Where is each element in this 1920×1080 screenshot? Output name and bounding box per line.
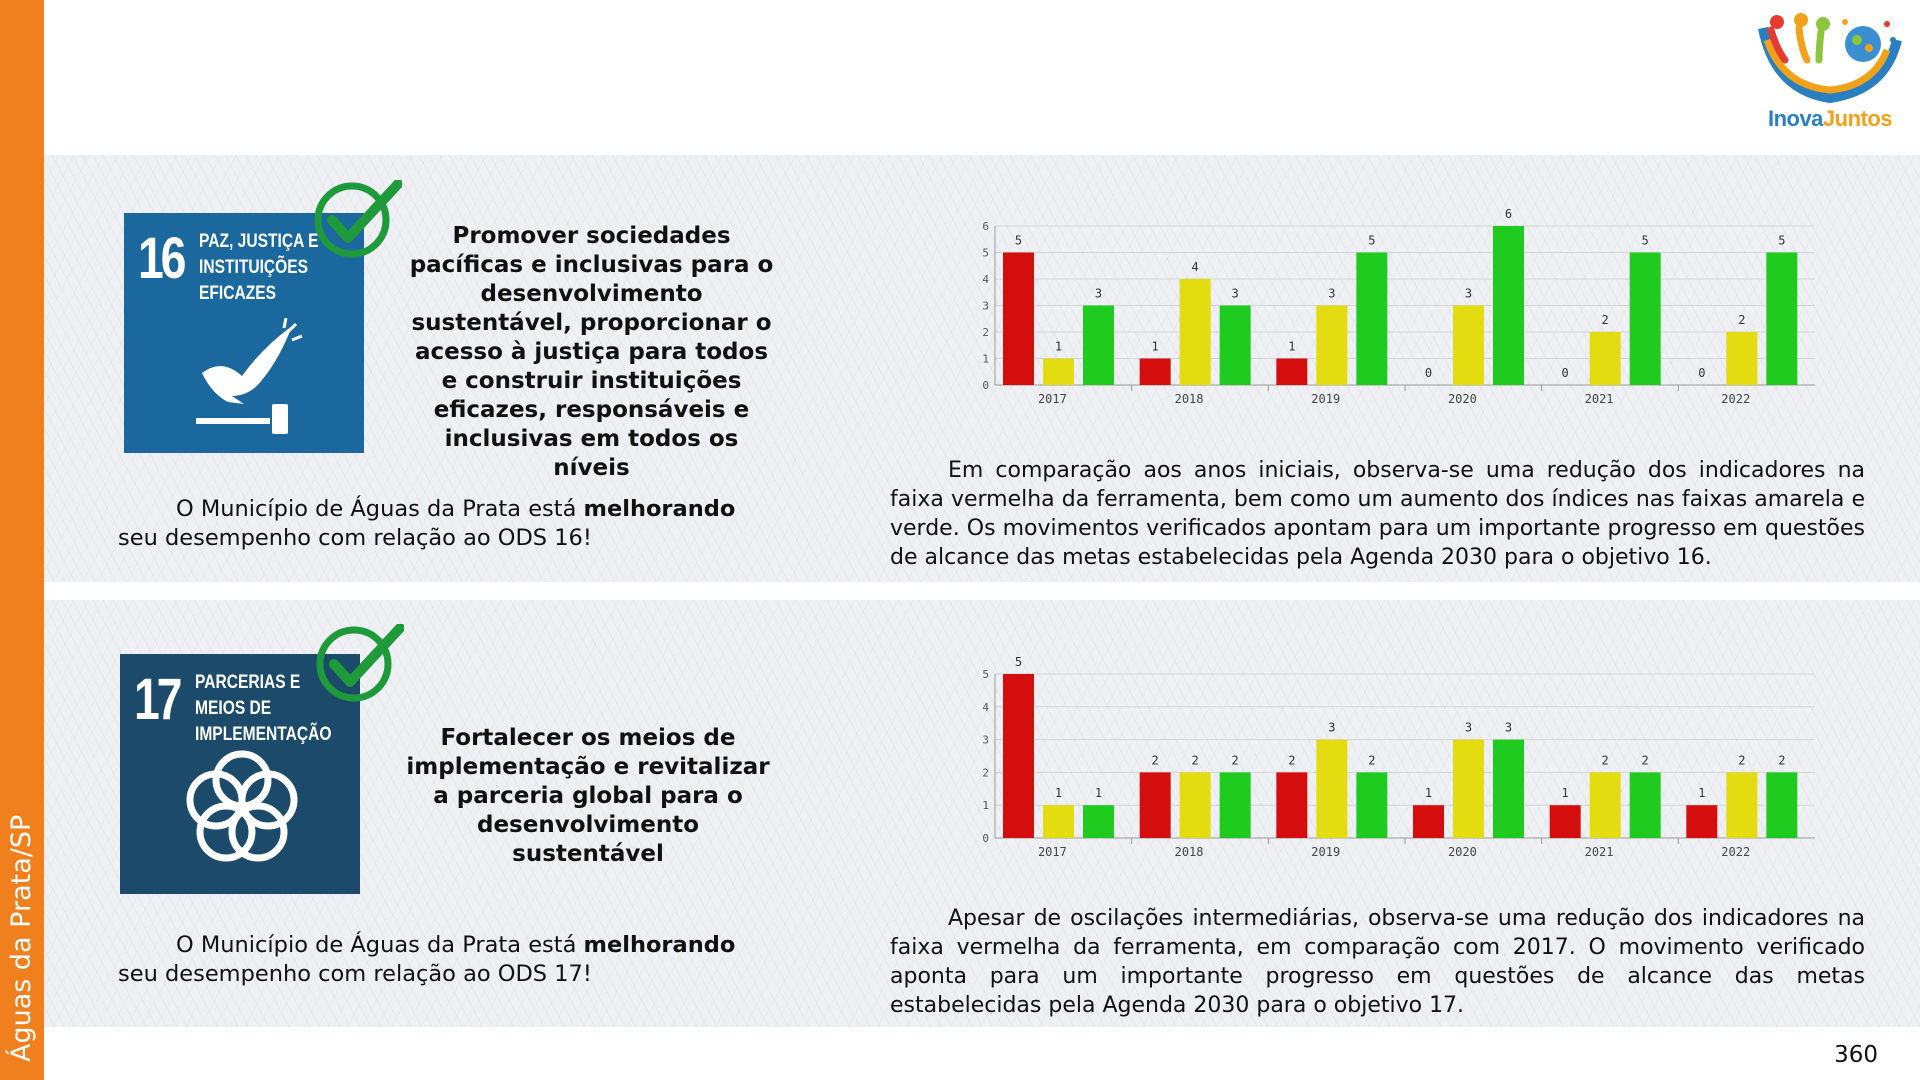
bar: [1180, 772, 1211, 838]
y-tick-label: 1: [982, 799, 989, 813]
x-tick-label: 2021: [1584, 392, 1614, 406]
x-tick-label: 2022: [1721, 392, 1751, 406]
bar: [1003, 674, 1034, 838]
data-label: 2: [1641, 753, 1649, 768]
data-label: 4: [1191, 260, 1199, 274]
data-label: 3: [1094, 286, 1103, 301]
data-label: 1: [1561, 786, 1569, 801]
bar: [1140, 772, 1171, 838]
y-tick-label: 4: [982, 273, 989, 286]
ods16-description: Em comparação aos anos iniciais, observa-se uma redução dos indicadores na faixa vermelha da ferramenta, bem como um aumento dos índices nas faixas amarela e verde. Os movimentos verificados apontam para um importante progresso em questões de alcance das metas estabelecidas pela Agenda 2030 para o objetivo 16.: [890, 458, 1865, 570]
check-mark-icon: [314, 624, 404, 704]
bar: [1220, 772, 1251, 838]
page-number: 360: [1834, 1042, 1878, 1068]
x-tick-label: 2017: [1037, 392, 1067, 406]
y-tick-label: 1: [982, 352, 989, 366]
bar: [1003, 253, 1034, 386]
bar: [1453, 306, 1484, 386]
data-label: 2: [1738, 313, 1746, 327]
x-tick-label: 2018: [1174, 845, 1204, 859]
bar: [1630, 772, 1661, 838]
data-label: 2: [1601, 753, 1609, 768]
data-label: 1: [1288, 339, 1296, 354]
data-label: 2: [1778, 753, 1786, 768]
logo-text: InovaJuntos: [1767, 106, 1893, 131]
data-label: 5: [1014, 655, 1023, 669]
bar: [1083, 306, 1114, 386]
ods17-goal-title: Fortalecer os meios de implementação e revitalizar a parceria global para o desenvolvimento sustentável: [406, 725, 770, 867]
ods17-status-text: O Município de Águas da Prata está melhorando seu desempenho com relação ao ODS 17!: [118, 932, 736, 987]
sidebar-label: Águas da Prata/SP: [6, 814, 37, 1062]
x-tick-label: 2020: [1447, 392, 1477, 406]
data-label: 3: [1504, 720, 1513, 735]
bar: [1630, 253, 1661, 386]
data-label: 1: [1424, 786, 1433, 801]
data-label: 2: [1288, 753, 1296, 768]
bar: [1726, 772, 1757, 838]
bar: [1316, 306, 1347, 386]
x-tick-label: 2019: [1311, 392, 1341, 406]
x-tick-label: 2017: [1037, 845, 1067, 859]
bar: [1356, 253, 1387, 386]
data-label: 5: [1368, 233, 1376, 248]
x-tick-label: 2021: [1584, 845, 1614, 859]
bar: [1043, 359, 1074, 386]
logo-icon: [1755, 10, 1905, 106]
y-tick-label: 2: [982, 766, 989, 780]
bar: [1140, 359, 1171, 386]
data-label: 2: [1231, 753, 1239, 768]
data-label: 6: [1504, 207, 1513, 221]
x-tick-label: 2018: [1174, 392, 1204, 406]
data-label: 1: [1054, 786, 1063, 801]
data-label: 3: [1328, 286, 1336, 301]
data-label: 2: [1191, 753, 1199, 768]
y-tick-label: 0: [982, 832, 989, 845]
data-label: 3: [1328, 720, 1336, 735]
sdg16-name: PAZ, JUSTIÇA E INSTITUIÇÕES EFICAZES: [199, 231, 319, 304]
bar: [1550, 805, 1581, 838]
y-tick-label: 5: [982, 668, 989, 681]
bar: [1726, 332, 1757, 385]
ods17-bar-chart: [975, 648, 1820, 863]
bar: [1043, 805, 1074, 838]
y-tick-label: 3: [982, 299, 989, 313]
x-tick-label: 2022: [1721, 845, 1751, 859]
ods16-status-text: O Município de Águas da Prata está melhorando seu desempenho com relação ao ODS 16!: [118, 496, 736, 551]
sdg16-number: 16: [138, 226, 184, 291]
ods16-bar-chart: [975, 202, 1820, 417]
sidebar: [0, 0, 44, 1080]
data-label: 3: [1464, 720, 1473, 735]
bar: [1590, 772, 1621, 838]
data-label: 2: [1151, 753, 1159, 768]
y-tick-label: 5: [982, 246, 989, 260]
sdg17-number: 17: [134, 667, 180, 732]
bar: [1316, 740, 1347, 838]
data-label: 5: [1778, 233, 1786, 248]
bar: [1356, 772, 1387, 838]
bar: [1590, 332, 1621, 385]
bar: [1180, 279, 1211, 385]
bar: [1220, 306, 1251, 386]
bar: [1413, 805, 1444, 838]
data-label: 2: [1368, 753, 1376, 768]
data-label: 5: [1014, 233, 1023, 248]
y-tick-label: 3: [982, 733, 989, 747]
data-label: 2: [1738, 753, 1746, 768]
data-label: 0: [1561, 366, 1569, 380]
data-label: 0: [1698, 366, 1706, 380]
data-label: 1: [1054, 339, 1063, 354]
linked-rings-icon: [180, 746, 304, 870]
x-tick-label: 2020: [1447, 845, 1477, 859]
data-label: 3: [1231, 286, 1239, 301]
inova-juntos-logo: [1755, 10, 1905, 135]
dove-gavel-icon: [192, 318, 312, 438]
bar: [1766, 772, 1797, 838]
bar: [1083, 805, 1114, 838]
bar: [1493, 226, 1524, 385]
data-label: 2: [1601, 313, 1609, 327]
data-label: 1: [1698, 786, 1706, 801]
y-tick-label: 6: [982, 220, 989, 233]
bar: [1766, 253, 1797, 386]
check-mark-icon: [312, 180, 402, 260]
y-tick-label: 0: [982, 379, 989, 392]
bar: [1686, 805, 1717, 838]
data-label: 0: [1424, 366, 1433, 380]
data-label: 1: [1151, 339, 1159, 354]
data-label: 5: [1641, 233, 1649, 248]
ods16-goal-title: Promover sociedades pacíficas e inclusivas para o desenvolvimento sustentável, proporcionar o acesso à justiça para todos e construir instituições eficazes, responsáveis e inclusivas em todos os níveis: [409, 223, 774, 481]
sdg17-name: PARCERIAS E MEIOS DE IMPLEMENTAÇÃO: [195, 672, 332, 745]
y-tick-label: 2: [982, 326, 989, 339]
x-tick-label: 2019: [1311, 845, 1341, 859]
ods17-description: Apesar de oscilações intermediárias, observa-se uma redução dos indicadores na faixa vermelha da ferramenta, em comparação com 2017. O movimento verificado aponta para um importante progresso em questões de alcance das metas estabelecidas pela Agenda 2030 para o objetivo 17.: [890, 906, 1865, 1018]
bar: [1276, 772, 1307, 838]
bar: [1493, 740, 1524, 838]
bar: [1276, 359, 1307, 386]
bar: [1453, 740, 1484, 838]
data-label: 3: [1464, 286, 1473, 301]
y-tick-label: 4: [982, 700, 989, 714]
data-label: 1: [1094, 786, 1103, 801]
